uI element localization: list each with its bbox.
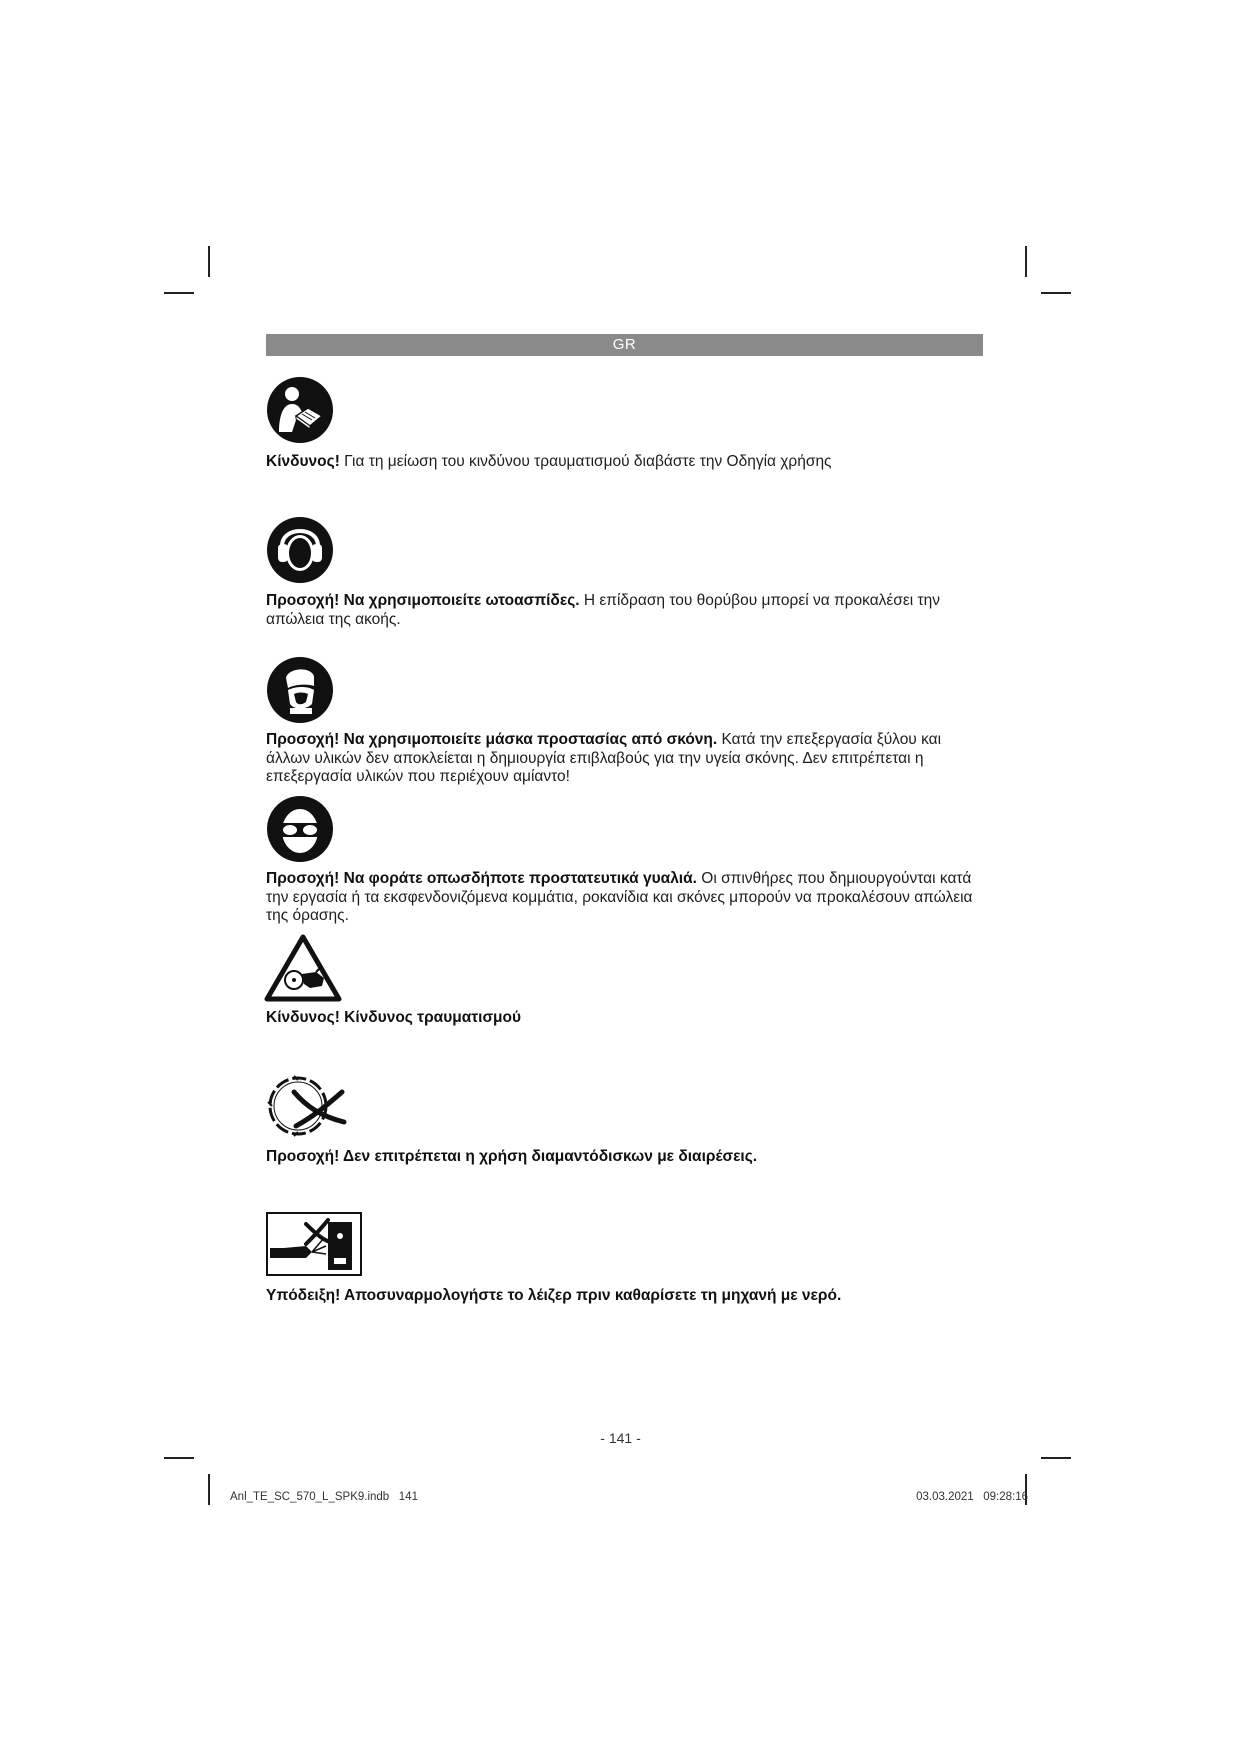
file-name-slug: Anl_TE_SC_570_L_SPK9.indb 141 [230, 1491, 418, 1503]
warning-heading: Προσοχή! Δεν επιτρέπεται η χρήση διαμαντόδισκων με διαιρέσεις. [266, 1148, 758, 1165]
warning-text [266, 1148, 986, 1167]
read-manual-icon [266, 376, 334, 444]
crop-mark [1041, 1457, 1071, 1459]
no-segmented-diamond-disc-icon [264, 1072, 354, 1138]
warning-heading: Υπόδειξη! Αποσυναρμολογήστε το λέιζερ πριν καθαρίσετε τη μηχανή με νερό. [266, 1287, 842, 1304]
warning-heading: Προσοχή! Να φοράτε οπωσδήποτε προστατευτικά γυαλιά. [266, 870, 697, 887]
warning-heading: Κίνδυνος! Κίνδυνος τραυματισμού [266, 1009, 522, 1026]
warning-text [266, 592, 986, 629]
warning-body: Η επίδραση του θορύβου μπορεί να προκαλέσει την απώλεια της ακοής. [266, 592, 941, 628]
crop-mark [1025, 246, 1027, 277]
date-time-slug: 03.03.2021 09:28:16 [916, 1491, 1028, 1503]
warning-heading: Κίνδυνος! [266, 453, 340, 470]
crop-mark [164, 1457, 194, 1459]
crop-mark [1041, 292, 1071, 294]
crop-mark [164, 292, 194, 294]
warning-heading: Προσοχή! Να χρησιμοποιείτε μάσκα προστασίας από σκόνη. [266, 731, 718, 748]
warning-body: Κατά την επεξεργασία ξύλου και άλλων υλικών δεν αποκλείεται η δημιουργία επιβλαβούς για την υγεία σκόνης. Δεν επιτρέπεται η επεξεργασία υλικών που περιέχουν αμίαντο! [266, 731, 942, 785]
remove-laser-before-washing-icon [266, 1212, 362, 1276]
page-number: - 141 - [600, 1430, 641, 1446]
warning-text [266, 870, 986, 926]
warning-text [266, 1287, 986, 1306]
crop-mark [208, 1474, 210, 1505]
warning-text [266, 453, 986, 472]
crop-mark [208, 246, 210, 277]
safety-goggles-icon [266, 795, 334, 863]
warning-text [266, 731, 986, 787]
warning-body: Οι σπινθήρες που δημιουργούνται κατά την εργασία ή τα εκσφενδονιζόμενα κομμάτια, ροκανίδια και σκόνες μπορούν να προκαλέσουν απώλεια της όρασης. [266, 870, 973, 924]
hand-injury-warning-icon [264, 934, 342, 1002]
warning-text [266, 1009, 986, 1028]
language-header-bar [266, 334, 983, 356]
language-code: GR [612, 336, 637, 353]
warning-body: Για τη μείωση του κινδύνου τραυματισμού διαβάστε την Οδηγία χρήσης [339, 453, 832, 470]
ear-protection-icon [266, 516, 334, 584]
warning-heading: Προσοχή! Να χρησιμοποιείτε ωτοασπίδες. [266, 592, 580, 609]
dust-mask-icon [266, 656, 334, 724]
